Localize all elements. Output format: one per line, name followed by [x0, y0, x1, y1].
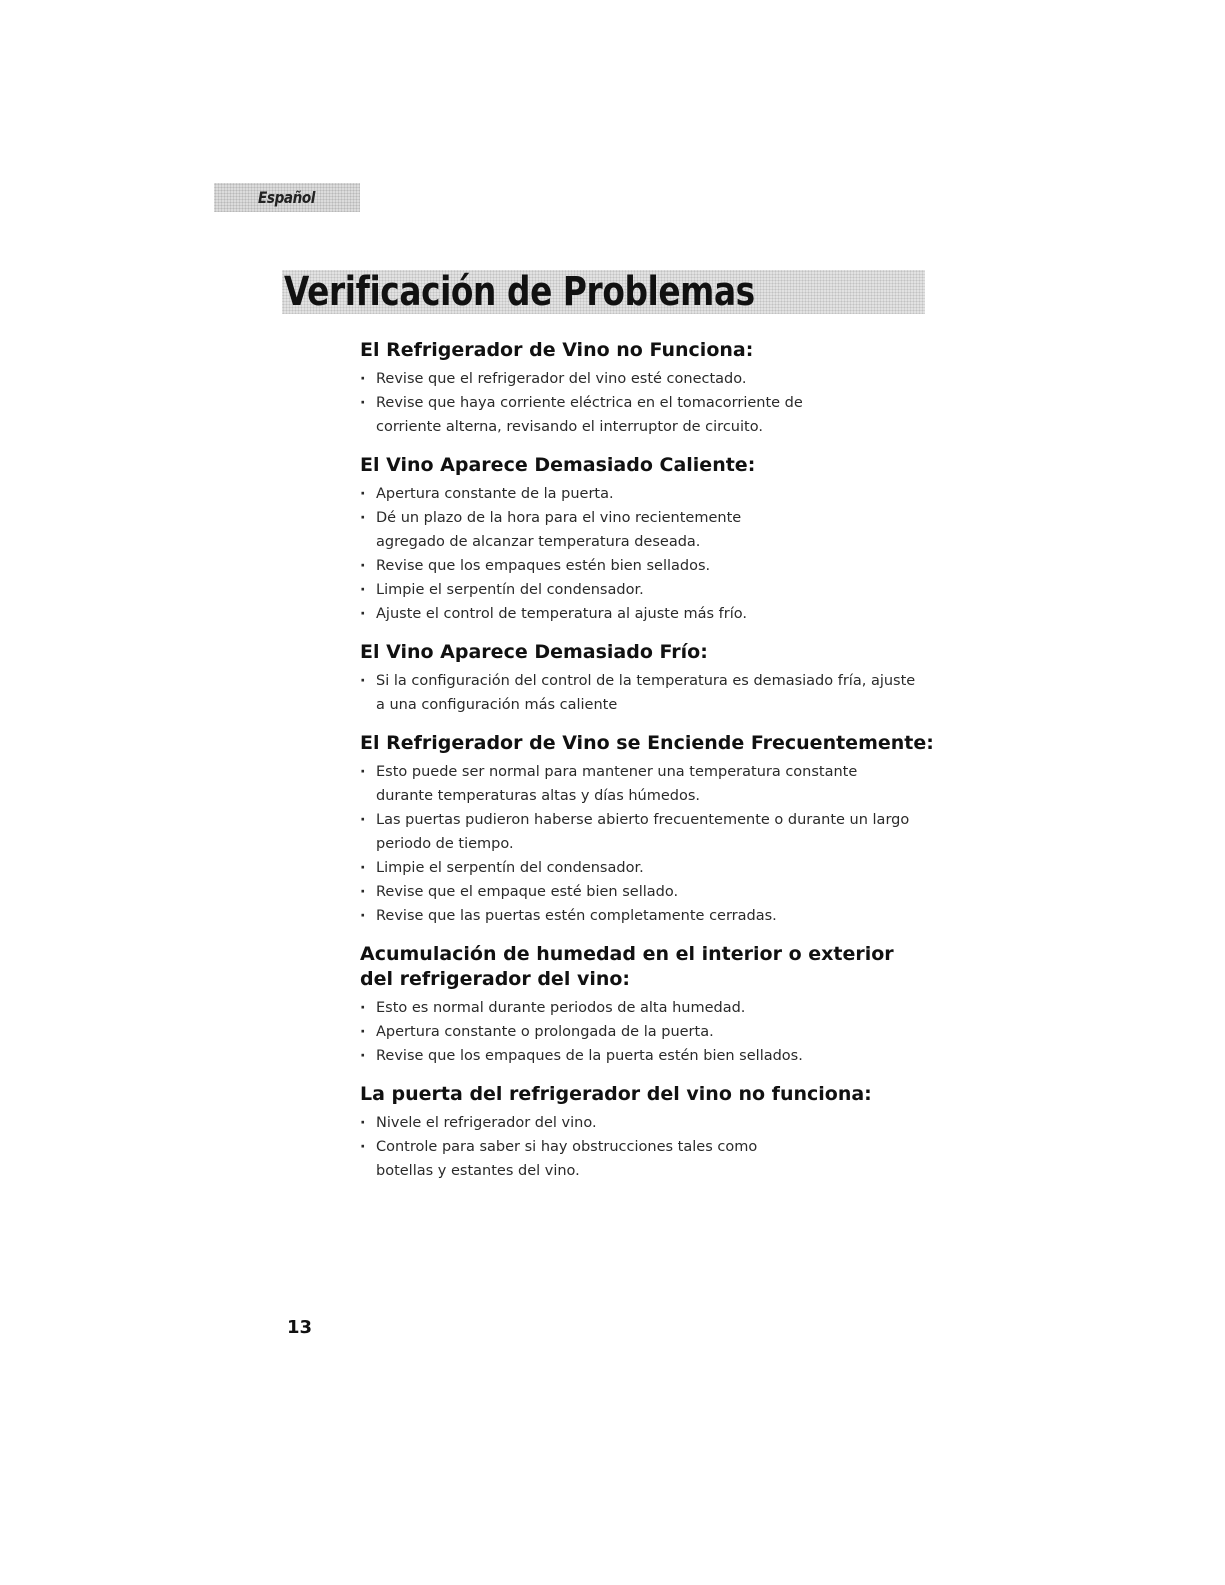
list-item: · Las puertas pudieron haberse abierto frecuentemente o durante un largo periodo de tiempo. [360, 808, 916, 856]
list-item: · Limpie el serpentín del condensador. [360, 578, 940, 602]
page-title: Verificación de Problemas [284, 269, 755, 315]
section-heading: El Vino Aparece Demasiado Frío: [360, 641, 708, 663]
list-item: · Si la configuración del control de la temperatura es demasiado fría, ajuste a una configuración más caliente [360, 669, 916, 717]
section-heading: El Refrigerador de Vino no Funciona: [360, 339, 754, 361]
list-item: · Esto puede ser normal para mantener una temperatura constante durante temperaturas altas y días húmedos. [360, 760, 896, 808]
section-moisture [360, 942, 940, 1068]
list-item: · Revise que el refrigerador del vino esté conectado. [360, 367, 816, 391]
bullet-list [360, 760, 940, 928]
list-item: · Esto es normal durante periodos de alta humedad. [360, 996, 940, 1020]
language-tab-label: Español [258, 188, 316, 207]
list-item: · Revise que el empaque esté bien sellado. [360, 880, 940, 904]
bullet-list [360, 996, 940, 1068]
section-heading: Acumulación de humedad en el interior o exterior del refrigerador del vino: [360, 943, 894, 990]
section-heading: El Refrigerador de Vino se Enciende Frecuentemente: [360, 732, 934, 754]
bullet-list [360, 1111, 940, 1183]
list-item: · Ajuste el control de temperatura al ajuste más frío. [360, 602, 940, 626]
bullet-list [360, 669, 940, 717]
list-item: · Nivele el refrigerador del vino. [360, 1111, 940, 1135]
list-item: · Apertura constante de la puerta. [360, 482, 940, 506]
language-tab [214, 183, 360, 212]
section-too-warm [360, 453, 940, 626]
list-item: · Limpie el serpentín del condensador. [360, 856, 940, 880]
list-item: · Controle para saber si hay obstrucciones tales como botellas y estantes del vino. [360, 1135, 796, 1183]
list-item: · Revise que los empaques de la puerta estén bien sellados. [360, 1044, 940, 1068]
list-item: · Revise que las puertas estén completamente cerradas. [360, 904, 940, 928]
troubleshooting-content [360, 338, 940, 1197]
section-door [360, 1082, 940, 1183]
section-too-cold [360, 640, 940, 717]
list-item: · Revise que haya corriente eléctrica en el tomacorriente de corriente alterna, revisando el interruptor de circuito. [360, 391, 836, 439]
page-number: 13 [287, 1317, 313, 1338]
bullet-list [360, 482, 940, 626]
section-runs-frequently [360, 731, 940, 928]
section-heading: La puerta del refrigerador del vino no funciona: [360, 1083, 872, 1105]
section-heading: El Vino Aparece Demasiado Caliente: [360, 454, 756, 476]
list-item: · Apertura constante o prolongada de la puerta. [360, 1020, 940, 1044]
section-not-working [360, 338, 940, 439]
list-item: · Revise que los empaques estén bien sellados. [360, 554, 940, 578]
list-item: · Dé un plazo de la hora para el vino recientemente agregado de alcanzar temperatura deseada. [360, 506, 796, 554]
bullet-list [360, 367, 940, 439]
